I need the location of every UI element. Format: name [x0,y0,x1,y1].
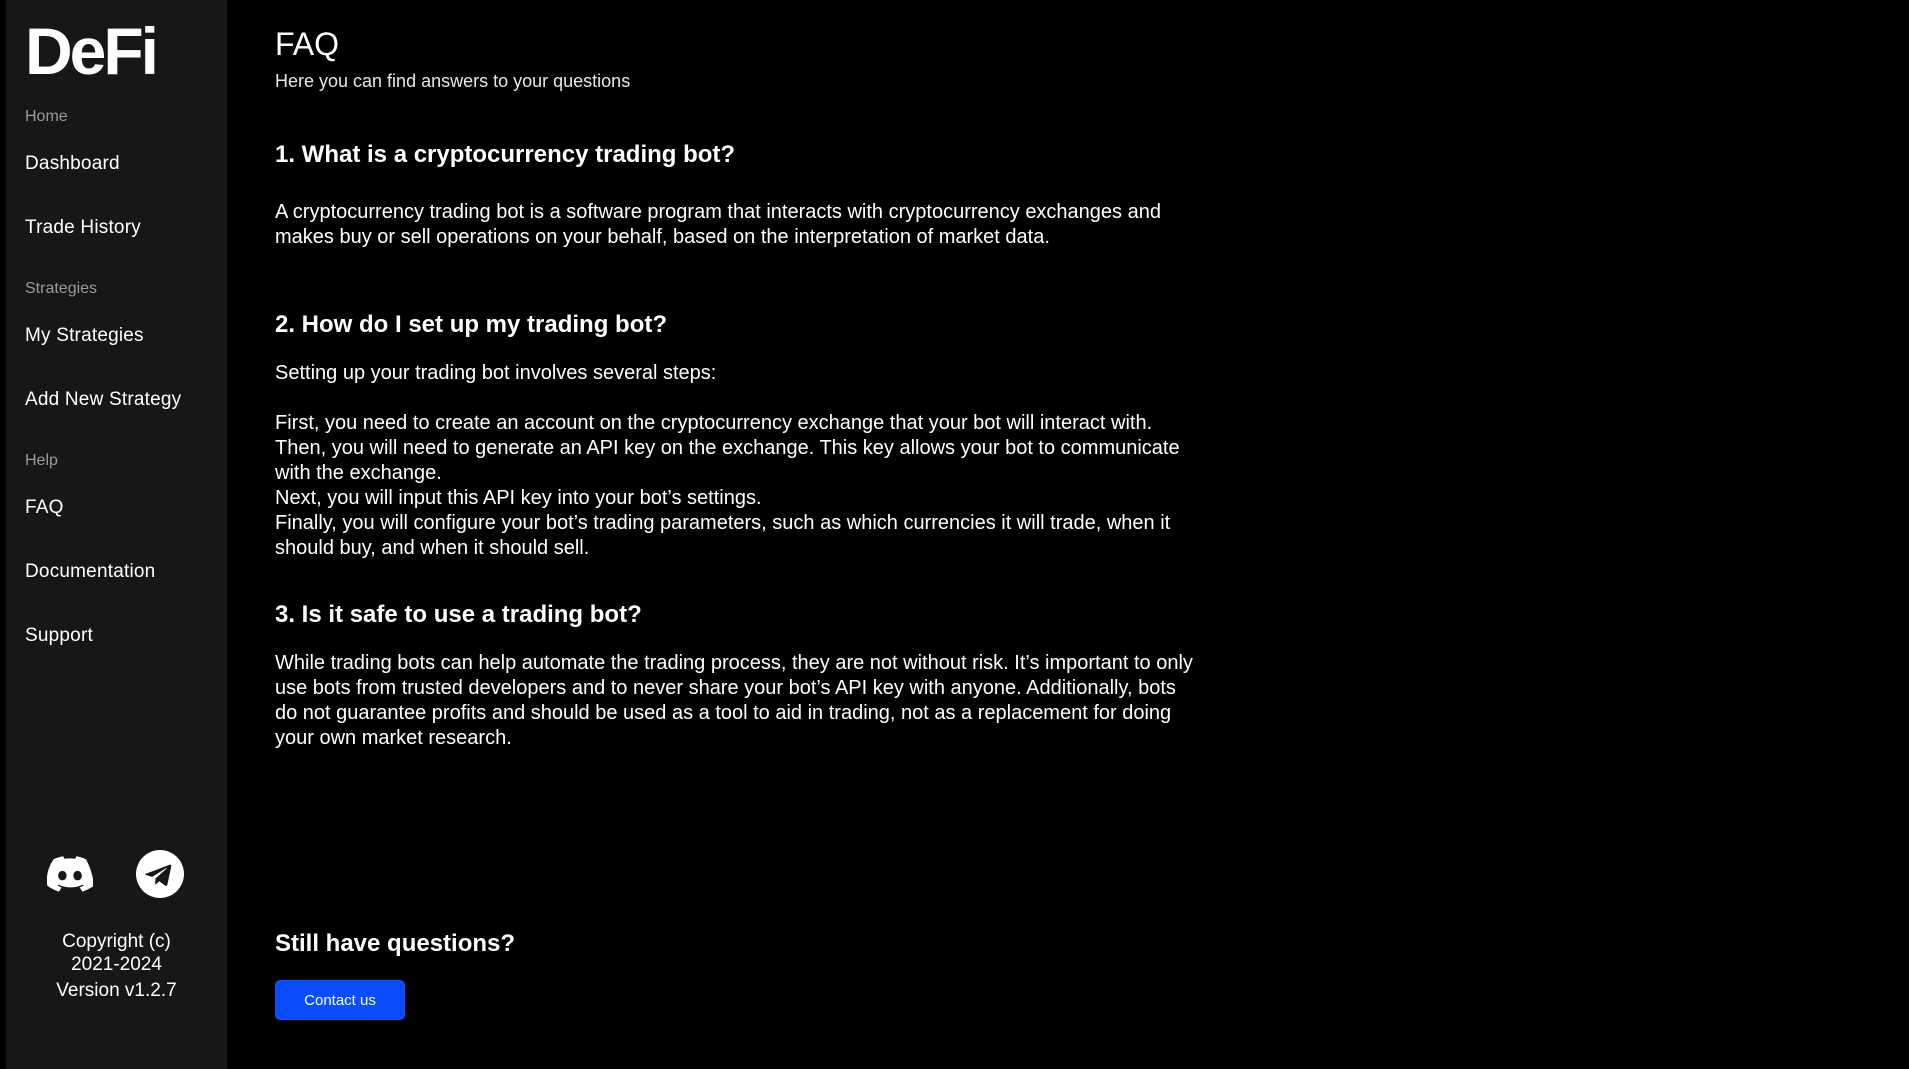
telegram-icon [136,850,184,898]
answer-line: your own market research. [275,727,512,749]
answer-line: should buy, and when it should sell. [275,537,590,559]
faq-answer-1 [275,200,1275,250]
faq-answer-2 [275,361,1275,561]
faq-answer-3 [275,651,1275,751]
answer-line: use bots from trusted developers and to never share your bot’s API key with anyone. Additionally, bots [275,677,1176,699]
still-have-questions-heading: Still have questions? [275,930,516,957]
answer-line: Then, you will need to generate an API key on the exchange. This key allows your bot to communicate [275,437,1180,459]
answer-line: do not guarantee profits and should be used as a tool to aid in trading, not as a replacement for doing [275,702,1172,724]
answer-line: with the exchange. [275,462,442,484]
sidebar-section-strategies: Strategies [25,280,98,297]
sidebar-item-add-new-strategy[interactable]: Add New Strategy [25,389,182,410]
answer-line: Next, you will input this API key into your bot’s settings. [275,487,762,509]
answer-line: First, you need to create an account on the cryptocurrency exchange that your bot will interact with. [275,412,1153,434]
sidebar-section-help: Help [25,452,58,469]
faq-question-2: 2. How do I set up my trading bot? [275,311,668,338]
sidebar-item-support[interactable]: Support [25,625,93,646]
discord-icon [47,856,93,892]
answer-line: While trading bots can help automate the trading process, they are not without risk. It’s important to only [275,652,1193,674]
social-links [6,850,227,900]
discord-link[interactable] [46,850,94,898]
sidebar-item-faq[interactable]: FAQ [25,497,64,518]
version-label: Version v1.2.7 [56,980,177,1001]
answer-line: makes buy or sell operations on your behalf, based on the interpretation of market data. [275,226,1050,248]
page-title: FAQ [275,26,340,62]
sidebar-item-dashboard[interactable]: Dashboard [25,153,120,174]
logo[interactable]: DeFi [25,14,157,88]
sidebar-item-trade-history[interactable]: Trade History [25,217,141,238]
contact-us-button[interactable]: Contact us [275,980,405,1020]
answer-line: A cryptocurrency trading bot is a software program that interacts with cryptocurrency exchanges and [275,201,1161,223]
faq-question-3: 3. Is it safe to use a trading bot? [275,601,642,628]
copyright-line-1: Copyright (c) [62,931,171,952]
sidebar-item-documentation[interactable]: Documentation [25,561,156,582]
sidebar-item-my-strategies[interactable]: My Strategies [25,325,144,346]
copyright-line-2: 2021-2024 [71,954,162,975]
answer-intro: Setting up your trading bot involves several steps: [275,362,717,384]
answer-line: Finally, you will configure your bot’s trading parameters, such as which currencies it will trade, when it [275,512,1171,534]
sidebar-section-home: Home [25,108,68,125]
faq-main [275,0,1275,1069]
telegram-link[interactable] [136,850,184,898]
faq-question-1: 1. What is a cryptocurrency trading bot? [275,141,736,168]
copyright [6,930,227,976]
sidebar [6,0,227,1069]
page-subtitle: Here you can find answers to your questions [275,71,631,91]
